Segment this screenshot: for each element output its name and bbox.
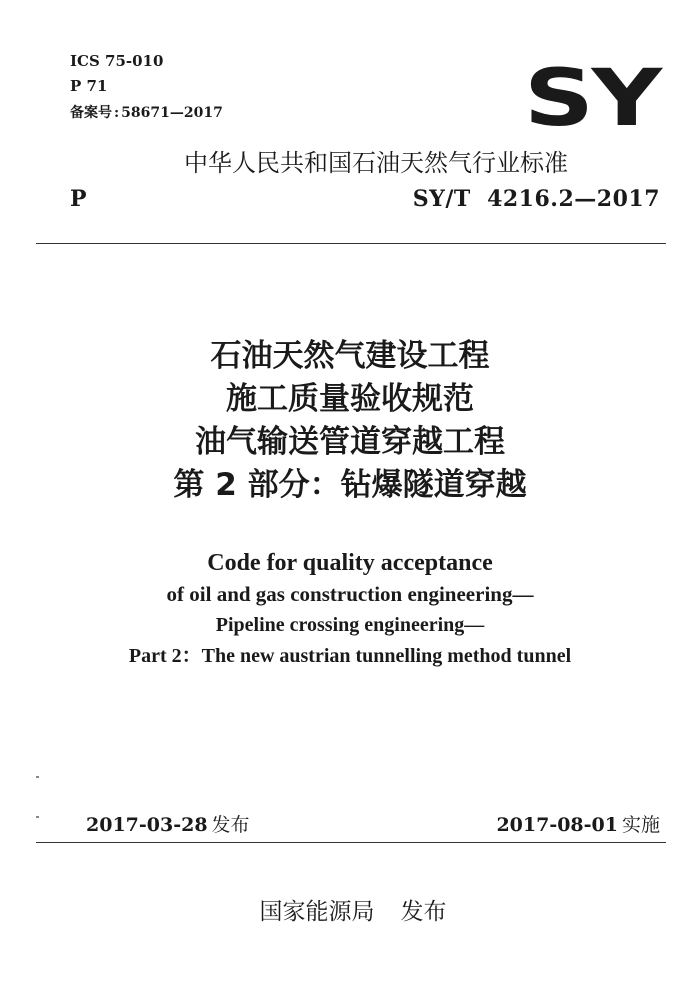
issue-date-label: 发布 xyxy=(211,814,250,836)
chinese-title xyxy=(0,335,700,507)
category-code: P xyxy=(70,186,87,212)
issue-date-value: 2017-03-28 xyxy=(86,814,208,836)
english-title-line-1: Code for quality acceptance xyxy=(207,550,493,576)
chinese-title-line-2: 施工质量验收规范 xyxy=(226,381,474,417)
bottom-divider xyxy=(36,842,666,843)
publisher-label: 发布 xyxy=(400,899,447,925)
top-divider xyxy=(36,243,666,244)
ics-code: ICS 75-010 xyxy=(70,52,164,70)
industry-standard-heading: 中华人民共和国石油天然气行业标准 xyxy=(184,149,568,177)
chinese-title-line-3: 油气输送管道穿越工程 xyxy=(195,424,505,460)
standard-number: SY/T 4216.2—2017 xyxy=(412,186,660,212)
implementation-date-value: 2017-08-01 xyxy=(496,814,618,836)
english-title xyxy=(0,548,700,672)
publisher-name: 国家能源局 xyxy=(259,899,375,925)
scan-speck xyxy=(36,776,39,778)
chinese-title-line-1: 石油天然气建设工程 xyxy=(210,338,490,374)
issue-date xyxy=(86,810,250,837)
english-title-line-3: Pipeline crossing engineering— xyxy=(215,614,485,636)
record-separator: : xyxy=(114,105,120,121)
scan-speck xyxy=(36,816,39,818)
sy-logo: SY xyxy=(524,54,660,144)
english-title-line-4: Part 2：The new austrian tunnelling method tunnel xyxy=(128,645,572,667)
implementation-date-label: 实施 xyxy=(621,814,660,836)
clc-code: P 71 xyxy=(70,77,108,95)
english-title-line-2: of oil and gas construction engineering— xyxy=(166,582,534,606)
chinese-title-line-4: 第 2 部分：钻爆隧道穿越 xyxy=(173,467,527,503)
publisher xyxy=(0,893,700,926)
record-number xyxy=(70,102,223,122)
record-value: 58671—2017 xyxy=(121,105,223,121)
record-label: 备案号 xyxy=(70,105,112,121)
implementation-date xyxy=(496,810,660,837)
